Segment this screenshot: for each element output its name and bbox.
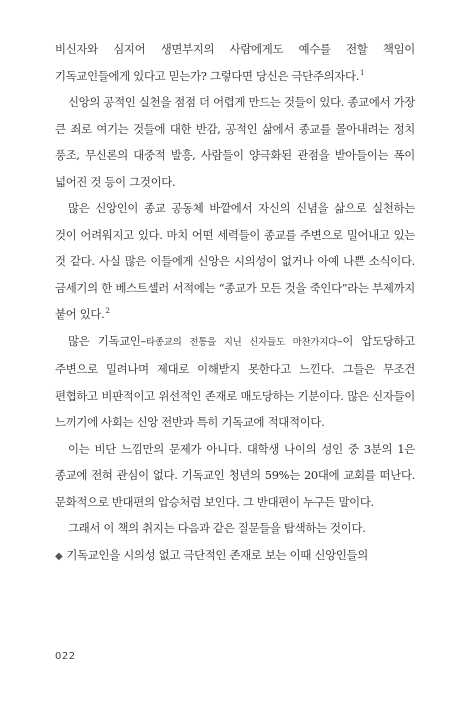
- page-number: 022: [55, 651, 76, 662]
- paragraph: 많은 기독교인–타종교의 전통을 지닌 신자들도 마찬가지다–이 압도당하고 주변으로 밀려나며 제대로 이해받지 못한다고 느낀다. 그들은 무조건 편협하고 비판적이고 위선적인 존재로 매도당하는 기분이다. 많은 신자들이 느끼기에 사회는 신앙 전반과 특히 기독교에 적대적이다.: [55, 333, 415, 429]
- diamond-icon: ◆: [55, 551, 63, 562]
- bullet-text: 기독교인을 시의성 없고 극단적인 존재로 보는 이때 신앙인들의: [66, 548, 368, 562]
- footnote-marker[interactable]: 2: [105, 307, 110, 315]
- paragraph: 이는 비단 느낌만의 문제가 아니다. 대학생 나이의 성인 중 3분의 1은 종교에 전혀 관심이 없다. 기독교인 청년의 59%는 20대에 교회를 떠난다. 문화적으로 반대편의 압승처럼 보인다. 그 반대편이 누구든 말이다.: [55, 441, 415, 509]
- body-text: [55, 36, 415, 542]
- footnote-marker[interactable]: 1: [360, 68, 365, 77]
- bullet-item: [55, 542, 415, 570]
- paragraph: 많은 신앙인이 종교 공동체 바깥에서 자신의 신념을 삶으로 실천하는 것이 어려워지고 있다. 마치 어떤 세력들이 종교를 주변으로 밀어내고 있는 것 같다. 사실 많은 이들에게 신앙은 시의성이 없거나 아예 나쁜 소식이다. 금세기의 한 베스트셀러 서적에는 “종교가 모든 것을 죽인다”라는 부제까지 붙어 있다.$^2$: [55, 201, 415, 321]
- paragraph: 비신자와 심지어 생면부지의 사람에게도 예수를 전할 책임이 기독교인들에게 있다고 믿는가? 그렇다면 당신은 극단주의자다.$^1$: [55, 42, 415, 83]
- paragraph: 그래서 이 책의 취지는 다음과 같은 질문들을 탐색하는 것이다.: [68, 521, 366, 535]
- paragraph: 신앙의 공적인 실천을 점점 더 어렵게 만드는 것들이 있다. 종교에서 가장 큰 죄로 여기는 것들에 대한 반감, 공적인 삶에서 종교를 몰아내려는 정치 풍조, 무신론의 대중적 발흥, 사람들이 양극화된 관점을 받아들이는 폭이 넓어진 것 등이 그것이다.: [55, 95, 415, 189]
- parenthetical-note: 타종교의 전통을 지닌 신자들도 마찬가지다: [146, 336, 337, 348]
